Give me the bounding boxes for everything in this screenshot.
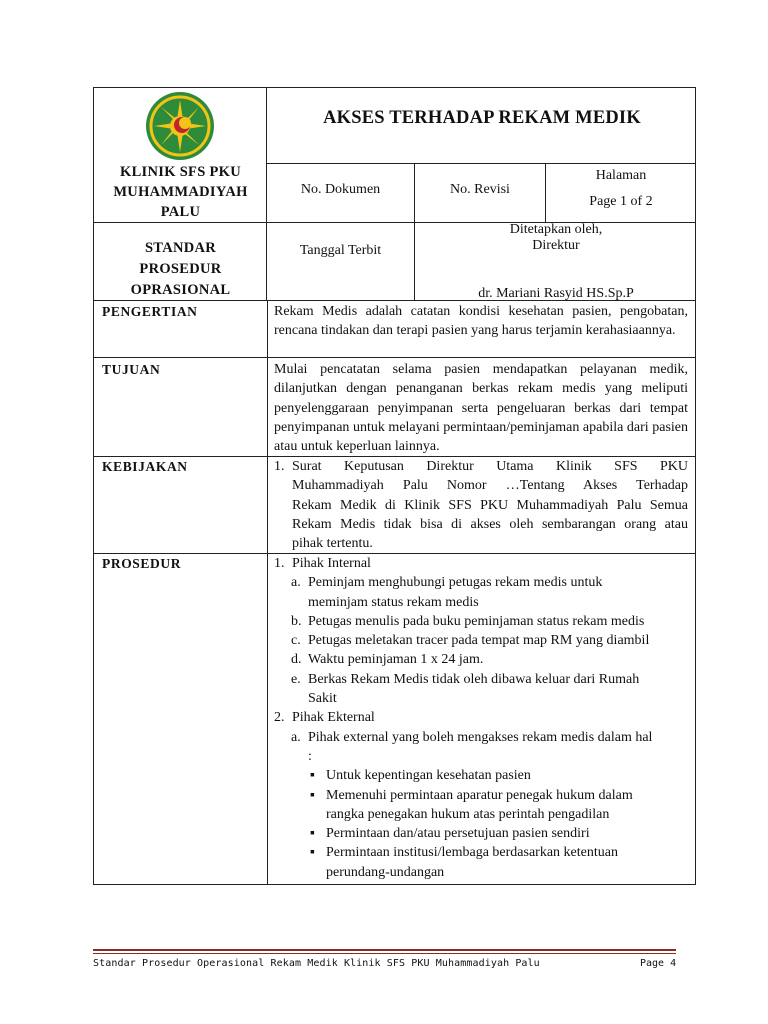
list-item: b. Petugas menulis pada buku peminjaman status rekam medis xyxy=(291,613,645,629)
halaman-label: Halaman xyxy=(595,168,647,183)
bullet-item: ▪ Permintaan dan/atau persetujuan pasien sendiri xyxy=(274,824,688,843)
section-label-prosedur: PROSEDUR xyxy=(102,556,182,571)
no-revisi-label: No. Revisi xyxy=(450,182,510,197)
halaman-value: Page 1 of 2 xyxy=(589,194,653,209)
section-text-tujuan: Mulai pencatatan selama pasien mendapatkan pelayanan medik, dilanjutkan dengan penanganan berkas rekam medis yang meliputi penyelenggaraan penyimpanan serta pengeluaran berkas dari tempat penyimpanan untuk melayani permintaan/peminjaman apabila dari pasien atau untuk keperluan lainnya. xyxy=(274,362,688,455)
kebijakan-list xyxy=(274,457,688,553)
list-item: e. Berkas Rekam Medis tidak oleh dibawa keluar dari Rumah Sakit xyxy=(291,671,640,707)
approval-block: Ditetapkan oleh, Direktur xyxy=(509,222,603,253)
section-label-kebijakan: KEBIJAKAN xyxy=(102,459,188,474)
list-item: a. Peminjam menghubungi petugas rekam medis untuk meminjam status rekam medis xyxy=(291,575,603,610)
list-item: 1. Pihak Internal xyxy=(274,556,371,571)
section-label-pengertian: PENGERTIAN xyxy=(102,304,198,319)
clinic-logo xyxy=(144,90,216,162)
bullet-icon: ▪ xyxy=(310,826,315,842)
list-item: a. Pihak external yang boleh mengakses rekam medis dalam hal : xyxy=(291,729,653,764)
tanggal-terbit-label: Tanggal Terbit xyxy=(299,243,382,258)
signatory-name: dr. Mariani Rasyid HS.Sp.P xyxy=(478,286,634,301)
list-item: c. Petugas meletakan tracer pada tempat map RM yang diambil xyxy=(291,633,650,649)
section-text-pengertian: Rekam Medis adalah catatan kondisi kesehatan pasien, pengobatan, rencana tindakan dan terapi pasien yang harus terjamin kerahasiaannya. xyxy=(274,304,688,339)
footer-rule-thin xyxy=(93,953,676,954)
footer-page-number: Page 4 xyxy=(640,958,677,969)
bullet-icon: ▪ xyxy=(310,768,315,784)
list-item: 2. Pihak Ekternal xyxy=(274,710,375,726)
sop-header-table xyxy=(93,87,696,301)
section-label-tujuan: TUJUAN xyxy=(102,362,161,377)
footer-rule xyxy=(93,949,676,951)
prosedur-list xyxy=(274,554,688,882)
document-title: AKSES TERHADAP REKAM MEDIK xyxy=(323,108,641,128)
footer-text: Standar Prosedur Operasional Rekam Medik Klinik SFS PKU Muhammadiyah Palu xyxy=(93,958,540,969)
bullet-item: ▪ Permintaan institusi/lembaga berdasarkan ketentuan perundang-undangan xyxy=(310,845,618,880)
clinic-name: KLINIK SFS PKU MUHAMMADIYAH PALU xyxy=(113,164,248,220)
list-item: 1. Surat Keputusan Direktur Utama Klinik SFS PKU Muhammadiyah Palu Nomor …Tentang Akses Terhadap Rekam Medik di Klinik SFS PKU Muhammadiyah Palu Semua Rekam Medis tidak bisa di akses oleh sembarangan orang atau pihak tertentu. xyxy=(274,459,688,552)
bullet-item: ▪ Untuk kepentingan kesehatan pasien xyxy=(274,766,688,785)
bullet-icon: ▪ xyxy=(310,845,315,861)
bullet-item: ▪ Memenuhi permintaan aparatur penegak hukum dalam rangka penegakan hukum atas perintah pengadilan xyxy=(310,787,633,822)
no-dokumen-label: No. Dokumen xyxy=(300,182,381,197)
bullet-icon: ▪ xyxy=(310,787,315,803)
document-type-label: STANDAR PROSEDUR OPRASIONAL xyxy=(130,240,231,298)
list-item: d. Waktu peminjaman 1 x 24 jam. xyxy=(291,652,484,668)
sop-body-table xyxy=(93,300,696,885)
